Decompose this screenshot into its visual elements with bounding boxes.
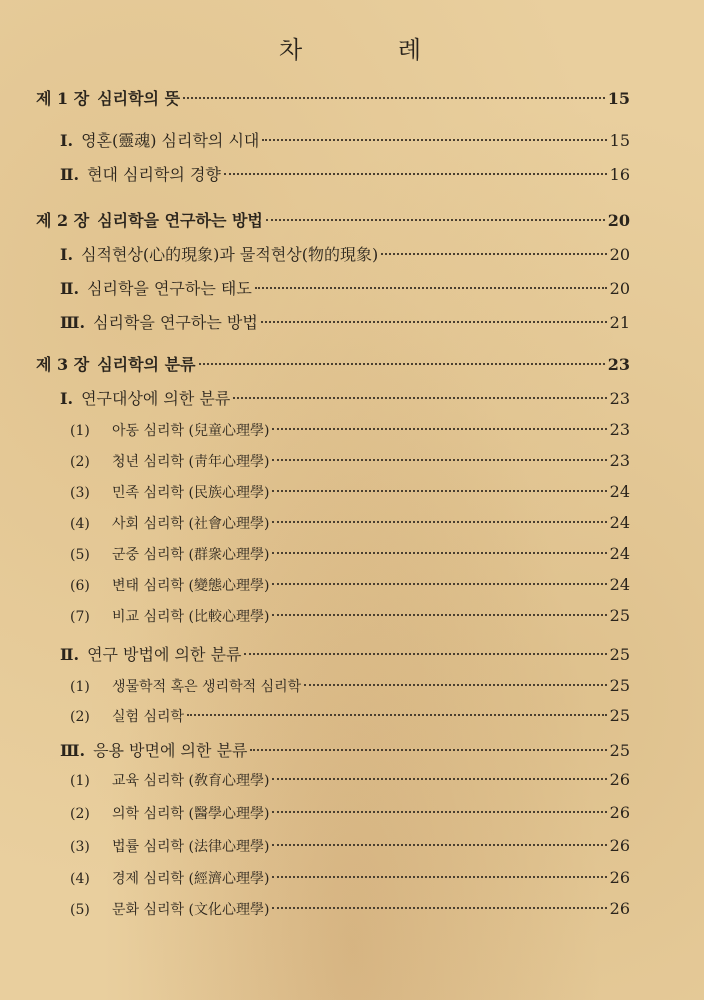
- leader-dots: [199, 363, 605, 365]
- chapter-entry: [36, 352, 630, 375]
- entry-number: (3): [70, 839, 90, 855]
- page-title: 차 례: [279, 36, 465, 64]
- entry-label: 문화 심리학 (文化心理學): [112, 902, 270, 918]
- entry-label: 심리학을 연구하는 방법: [93, 313, 258, 332]
- entry-page: 25: [609, 676, 630, 695]
- entry-page: 23: [609, 389, 630, 408]
- leader-dots: [266, 219, 605, 221]
- leader-dots: [272, 490, 606, 492]
- entry-number: Ⅰ.: [60, 131, 74, 150]
- entry-number: 제 2 장: [36, 211, 90, 230]
- section-entry: [60, 128, 630, 151]
- leader-dots: [183, 97, 605, 99]
- leader-dots: [272, 583, 606, 585]
- entry-number: (2): [70, 806, 90, 822]
- entry-number: Ⅰ.: [60, 245, 74, 264]
- entry-number: (6): [70, 578, 90, 594]
- entry-number: Ⅱ.: [60, 279, 80, 298]
- leader-dots: [272, 844, 606, 846]
- section-entry: [60, 162, 630, 185]
- subsection-entry: [70, 770, 630, 790]
- section-entry: [60, 642, 630, 665]
- entry-label: 변태 심리학 (變態心理學): [112, 578, 270, 594]
- chapter-entry: [36, 86, 630, 109]
- section-entry: [60, 276, 630, 299]
- leader-dots: [381, 253, 606, 255]
- entry-page: 26: [609, 836, 630, 855]
- entry-page: 24: [609, 513, 630, 532]
- subsection-entry: [70, 575, 630, 595]
- entry-page: 26: [609, 770, 630, 789]
- chapter-entry: [36, 208, 630, 231]
- entry-page: 24: [609, 575, 630, 594]
- entry-page: 25: [609, 741, 630, 760]
- entry-page: 15: [609, 131, 630, 150]
- subsection-entry: [70, 803, 630, 823]
- entry-label: 영혼(靈魂) 심리학의 시대: [81, 131, 260, 150]
- entry-label: 사회 심리학 (社會心理學): [112, 516, 270, 532]
- entry-page: 23: [609, 451, 630, 470]
- subsection-entry: [70, 544, 630, 564]
- entry-label: 법률 심리학 (法律心理學): [112, 839, 270, 855]
- entry-number: 제 3 장: [36, 355, 90, 374]
- entry-label: 응용 방면에 의한 분류: [93, 741, 248, 760]
- entry-label: 연구대상에 의한 분류: [81, 389, 231, 408]
- entry-number: Ⅱ.: [60, 165, 80, 184]
- entry-label: 경제 심리학 (經濟心理學): [112, 871, 270, 887]
- entry-number: (1): [70, 773, 90, 789]
- entry-page: 26: [609, 868, 630, 887]
- entry-number: (4): [70, 516, 90, 532]
- entry-page: 24: [609, 544, 630, 563]
- leader-dots: [255, 287, 607, 289]
- entry-page: 23: [609, 420, 630, 439]
- entry-label: 심리학을 연구하는 태도: [87, 279, 252, 298]
- subsection-entry: [70, 899, 630, 919]
- subsection-entry: [70, 513, 630, 533]
- entry-page: 20: [609, 279, 630, 298]
- leader-dots: [272, 428, 606, 430]
- entry-label: 교육 심리학 (敎育心理學): [112, 773, 270, 789]
- subsection-entry: [70, 868, 630, 888]
- subsection-entry: [70, 482, 630, 502]
- entry-number: (1): [70, 679, 90, 695]
- leader-dots: [272, 521, 606, 523]
- leader-dots: [233, 397, 606, 399]
- leader-dots: [272, 876, 606, 878]
- entry-page: 25: [609, 645, 630, 664]
- entry-label: 심리학의 분류: [97, 355, 196, 374]
- entry-number: (2): [70, 709, 90, 725]
- entry-number: (7): [70, 609, 90, 625]
- entry-page: 25: [609, 606, 630, 625]
- entry-number: 제 1 장: [36, 89, 90, 108]
- entry-number: (5): [70, 902, 90, 918]
- section-entry: [60, 310, 630, 333]
- leader-dots: [261, 321, 607, 323]
- entry-page: 20: [609, 245, 630, 264]
- entry-number: Ⅱ.: [60, 645, 80, 664]
- entry-number: (2): [70, 454, 90, 470]
- section-entry: [60, 242, 630, 265]
- entry-label: 청년 심리학 (靑年心理學): [112, 454, 270, 470]
- subsection-entry: [70, 606, 630, 626]
- entry-page: 25: [609, 706, 630, 725]
- leader-dots: [244, 653, 606, 655]
- entry-label: 민족 심리학 (民族心理學): [112, 485, 270, 501]
- leader-dots: [262, 139, 606, 141]
- entry-label: 의학 심리학 (醫學心理學): [112, 806, 270, 822]
- entry-label: 심적현상(心的現象)과 물적현상(物的現象): [81, 245, 379, 264]
- entry-number: Ⅲ.: [60, 741, 86, 760]
- entry-page: 16: [609, 165, 630, 184]
- entry-page: 21: [609, 313, 630, 332]
- subsection-entry: [70, 836, 630, 856]
- entry-number: (1): [70, 423, 90, 439]
- leader-dots: [272, 907, 606, 909]
- entry-number: (5): [70, 547, 90, 563]
- entry-label: 심리학의 뜻: [97, 89, 181, 108]
- entry-label: 군중 심리학 (群衆心理學): [112, 547, 270, 563]
- leader-dots: [272, 811, 606, 813]
- entry-label: 심리학을 연구하는 방법: [97, 211, 263, 230]
- entry-page: 26: [609, 803, 630, 822]
- section-entry: [60, 386, 630, 409]
- subsection-entry: [70, 420, 630, 440]
- entry-page: 15: [607, 89, 630, 108]
- entry-label: 생물학적 혹은 생리학적 심리학: [112, 679, 302, 695]
- entry-number: Ⅲ.: [60, 313, 86, 332]
- subsection-entry: [70, 676, 630, 696]
- leader-dots: [272, 459, 606, 461]
- entry-page: 20: [607, 211, 630, 230]
- leader-dots: [224, 173, 607, 175]
- leader-dots: [304, 684, 606, 686]
- entry-label: 실험 심리학: [112, 709, 185, 725]
- entry-label: 연구 방법에 의한 분류: [87, 645, 242, 664]
- leader-dots: [272, 552, 606, 554]
- section-entry: [60, 738, 630, 761]
- subsection-entry: [70, 451, 630, 471]
- entry-label: 현대 심리학의 경향: [87, 165, 221, 184]
- entry-page: 23: [607, 355, 630, 374]
- entry-number: Ⅰ.: [60, 389, 74, 408]
- entry-page: 24: [609, 482, 630, 501]
- entry-number: (4): [70, 871, 90, 887]
- leader-dots: [250, 749, 606, 751]
- leader-dots: [272, 778, 606, 780]
- entry-number: (3): [70, 485, 90, 501]
- entry-page: 26: [609, 899, 630, 918]
- entry-label: 아동 심리학 (兒童心理學): [112, 423, 270, 439]
- entry-label: 비교 심리학 (比較心理學): [112, 609, 270, 625]
- leader-dots: [187, 714, 607, 716]
- leader-dots: [272, 614, 606, 616]
- subsection-entry: [70, 706, 630, 726]
